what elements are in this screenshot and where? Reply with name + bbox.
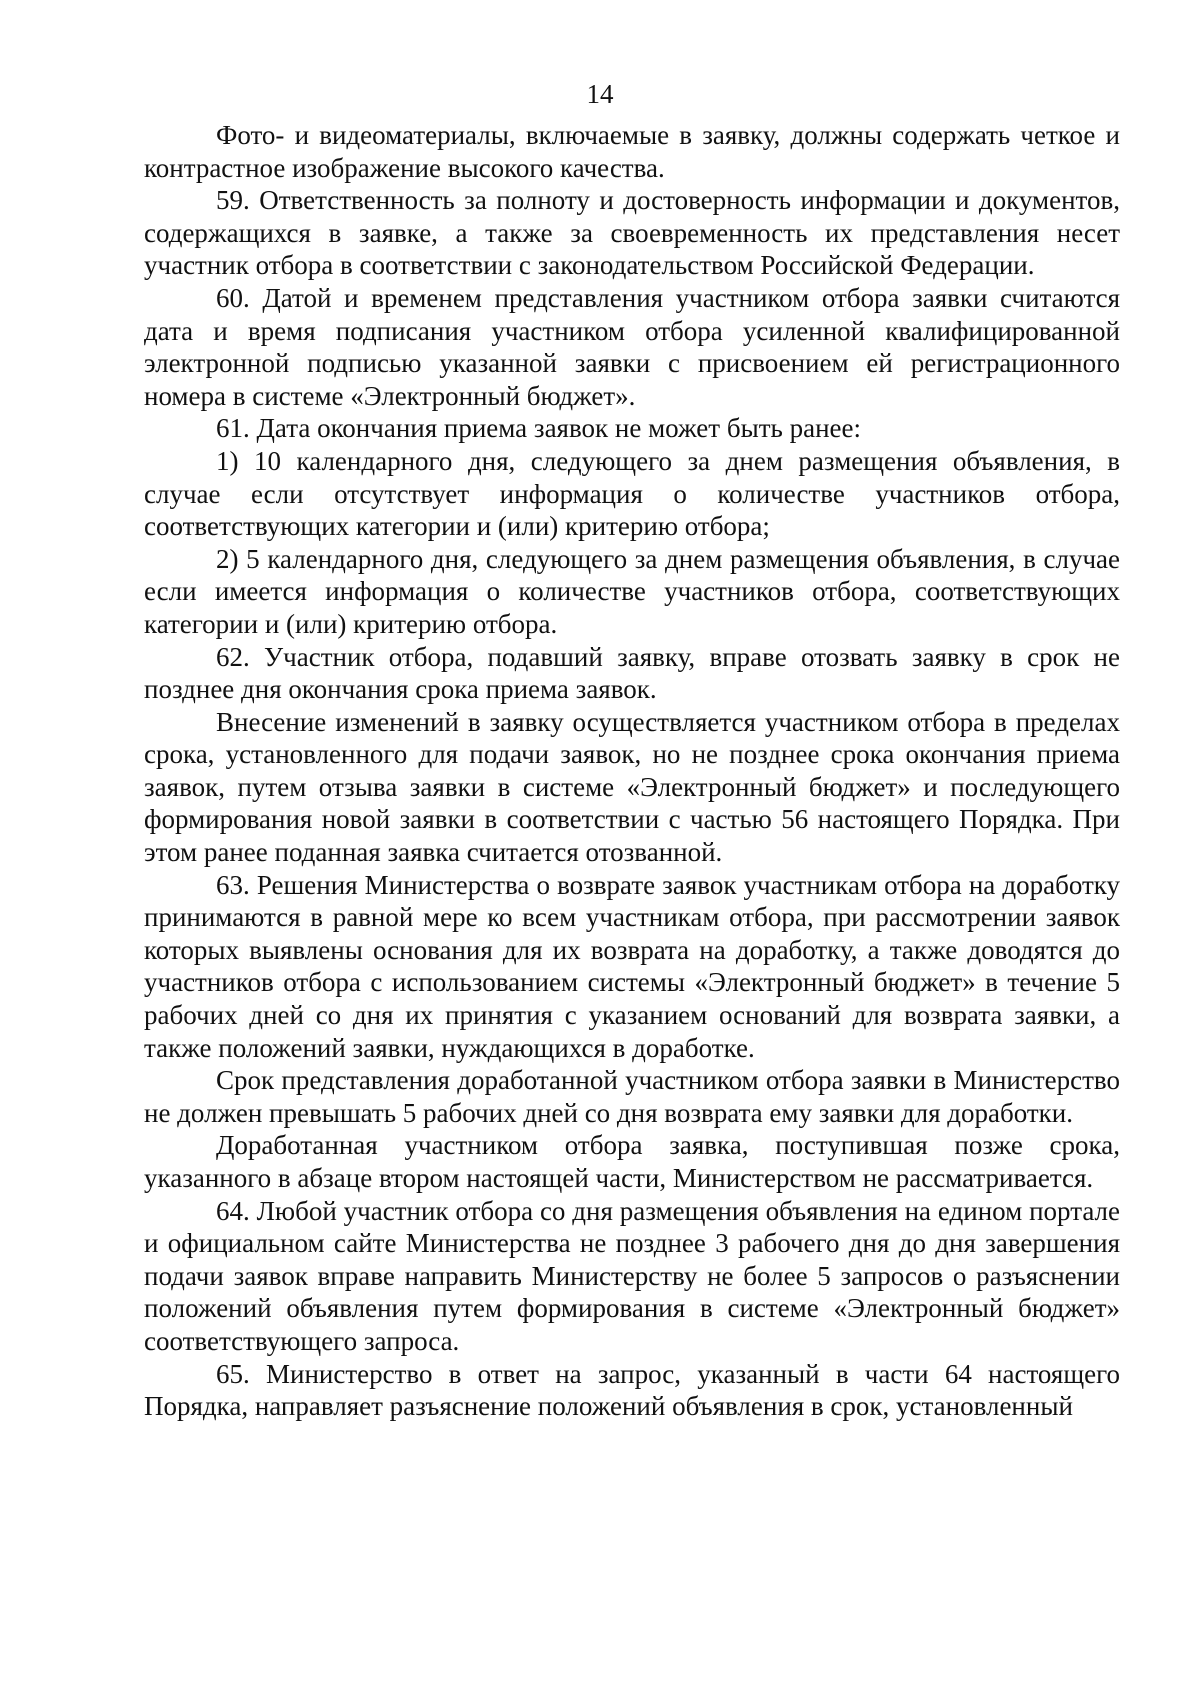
paragraph-65: 65. Министерство в ответ на запрос, указанный в части 64 настоящего Порядка, направляет разъяснение положений объявления в срок, установленный bbox=[144, 1358, 1120, 1422]
paragraph-61-item-2: 2) 5 календарного дня, следующего за днем размещения объявления, в случае если имеется информация о количестве участников отбора, соответствующих категории и (или) критерию отбора. bbox=[144, 543, 1120, 639]
paragraph-59: 59. Ответственность за полноту и достоверность информации и документов, содержащихся в заявке, а также за своевременность их представления несет участник отбора в соответствии с законодательством Российской Федерации. bbox=[144, 185, 1120, 281]
paragraph-64: 64. Любой участник отбора со дня размещения объявления на едином портале и официальном сайте Министерства не позднее 3 рабочего дня до дня завершения подачи заявок вправе направить Министерству не более 5 запросов о разъяснении положений объявления путем формирования в системе «Электронный бюджет» соответствующего запроса. bbox=[144, 1195, 1120, 1356]
document-body bbox=[144, 119, 1120, 1423]
paragraph-63-deadline: Срок представления доработанной участником отбора заявки в Министерство не должен превышать 5 рабочих дней со дня возврата ему заявки для доработки. bbox=[144, 1065, 1120, 1128]
paragraph-62-changes: Внесение изменений в заявку осуществляется участником отбора в пределах срока, установленного для подачи заявок, но не позднее срока окончания приема заявок, путем отзыва заявки в системе «Электронный бюджет» и последующего формирования новой заявки в соответствии с частью 56 настоящего Порядка. При этом ранее поданная заявка считается отозванной. bbox=[144, 706, 1120, 868]
paragraph-63-late: Доработанная участником отбора заявка, поступившая позже срока, указанного в абзаце втором настоящей части, Министерством не рассматривается. bbox=[144, 1130, 1120, 1193]
paragraph-photo-video: Фото- и видеоматериалы, включаемые в заявку, должны содержать четкое и контрастное изображение высокого качества. bbox=[144, 120, 1120, 183]
paragraph-63: 63. Решения Министерства о возврате заявок участникам отбора на доработку принимаются в равной мере ко всем участникам отбора, при рассмотрении заявок которых выявлены основания для их возврата на доработку, а также доводятся до участников отбора с использованием системы «Электронный бюджет» в течение 5 рабочих дней со дня их принятия с указанием оснований для возврата заявки, а также положений заявки, нуждающихся в доработке. bbox=[144, 869, 1120, 1063]
paragraph-60: 60. Датой и временем представления участником отбора заявки считаются дата и время подписания участником отбора усиленной квалифицированной электронной подписью указанной заявки с присвоением ей регистрационного номера в системе «Электронный бюджет». bbox=[144, 282, 1120, 411]
page-number: 14 bbox=[586, 79, 614, 109]
paragraph-61-item-1: 1) 10 календарного дня, следующего за днем размещения объявления, в случае если отсутствует информация о количестве участников отбора, соответствующих категории и (или) критерию отбора; bbox=[144, 445, 1120, 542]
paragraph-62: 62. Участник отбора, подавший заявку, вправе отозвать заявку в срок не позднее дня окончания срока приема заявок. bbox=[144, 641, 1120, 705]
paragraph-61: 61. Дата окончания приема заявок не может быть ранее: bbox=[216, 413, 861, 444]
